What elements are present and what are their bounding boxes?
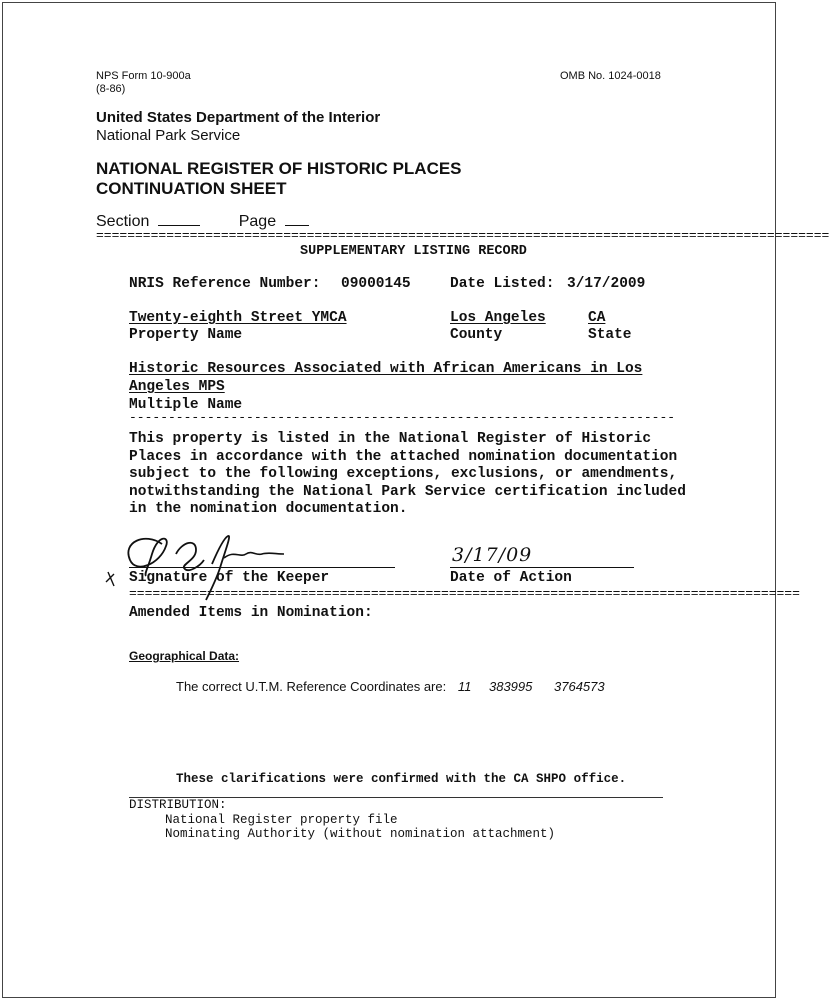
nris-label: NRIS Reference Number:	[129, 276, 321, 292]
multiple-name-line1: Historic Resources Associated with African Americans in Los	[129, 361, 643, 377]
signature-line	[129, 567, 395, 568]
form-date: (8-86)	[96, 83, 126, 95]
single-dashed-rule: ----------------------------------------------------------------------	[129, 410, 676, 425]
clarification-note: These clarifications were confirmed with the CA SHPO office.	[176, 772, 627, 786]
utm-easting: 383995	[488, 679, 533, 694]
double-rule-bottom: ======================================================================================	[129, 586, 800, 601]
department-name: United States Department of the Interior	[96, 109, 381, 126]
date-listed-label: Date Listed:	[450, 276, 555, 292]
section-label: Section	[96, 213, 150, 230]
multiple-name-label: Multiple Name	[129, 397, 243, 413]
double-rule-top: ==============================================================================================	[96, 228, 829, 243]
property-name-label: Property Name	[129, 327, 243, 343]
county-label: County	[450, 327, 503, 343]
record-heading: SUPPLEMENTARY LISTING RECORD	[300, 244, 527, 259]
geographical-heading: Geographical Data:	[129, 649, 240, 663]
page-label: Page	[238, 213, 277, 230]
utm-line	[176, 679, 605, 694]
utm-zone: 11	[457, 679, 472, 694]
multiple-name-line2: Angeles MPS	[129, 379, 225, 395]
page-blank	[285, 211, 309, 226]
document-subtitle: CONTINUATION SHEET	[96, 179, 287, 198]
distribution-item-1: National Register property file	[165, 813, 398, 827]
section-blank	[158, 211, 200, 226]
document-title: NATIONAL REGISTER OF HISTORIC PLACES	[96, 159, 462, 178]
property-name-value: Twenty-eighth Street YMCA	[129, 310, 347, 326]
form-number: NPS Form 10-900a	[96, 70, 191, 82]
distribution-label: DISTRIBUTION:	[129, 798, 227, 812]
date-listed-value: 3/17/2009	[567, 276, 646, 292]
utm-text: The correct U.T.M. Reference Coordinates are:	[176, 679, 447, 694]
state-label: State	[588, 327, 632, 343]
distribution-item-2: Nominating Authority (without nomination attachment)	[165, 827, 556, 841]
signature-label: Signature of the Keeper	[129, 570, 330, 586]
omb-number: OMB No. 1024-0018	[560, 70, 661, 82]
amended-items-label: Amended Items in Nomination:	[129, 605, 373, 621]
service-name: National Park Service	[96, 127, 241, 144]
state-value: CA	[588, 310, 606, 326]
county-value: Los Angeles	[450, 310, 546, 326]
date-of-action-line	[450, 567, 634, 568]
utm-northing: 3764573	[554, 679, 605, 694]
nris-value: 09000145	[341, 276, 411, 292]
date-of-action-handwritten: 3/17/09	[452, 544, 533, 566]
date-of-action-label: Date of Action	[450, 570, 572, 586]
listing-statement: This property is listed in the National Register of Historic Places in accordance with the attached nomination documentation subject to the following exceptions, exclusions, or amendments, notwithstanding the National Park Service certification included in the nomination documentation.	[129, 431, 686, 517]
